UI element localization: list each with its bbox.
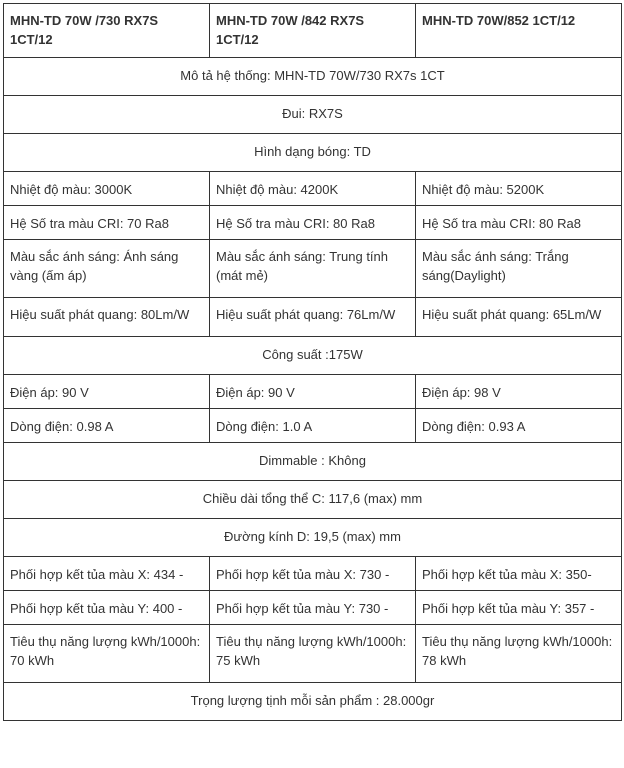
weight-row bbox=[4, 683, 622, 721]
efficacy-cell: Hiệu suất phát quang: 80Lm/W bbox=[4, 298, 210, 337]
light-color-cell: Màu sắc ánh sáng: Trung tính (mát mẻ) bbox=[210, 240, 416, 298]
current-row bbox=[4, 409, 622, 443]
coord-x-row bbox=[4, 557, 622, 591]
color-temp-cell: Nhiệt độ màu: 4200K bbox=[210, 172, 416, 206]
energy-cell: Tiêu thụ năng lượng kWh/1000h: 78 kWh bbox=[416, 625, 622, 683]
coord-x-cell: Phối hợp kết tủa màu X: 350- bbox=[416, 557, 622, 591]
voltage-cell: Điện áp: 90 V bbox=[4, 375, 210, 409]
diameter-cell: Đường kính D: 19,5 (max) mm bbox=[4, 519, 622, 557]
base-cell: Đui: RX7S bbox=[4, 96, 622, 134]
header-cell: MHN-TD 70W/852 1CT/12 bbox=[416, 4, 622, 58]
color-temp-cell: Nhiệt độ màu: 5200K bbox=[416, 172, 622, 206]
voltage-cell: Điện áp: 90 V bbox=[210, 375, 416, 409]
weight-cell: Trọng lượng tịnh mỗi sản phẩm : 28.000gr bbox=[4, 683, 622, 721]
light-color-cell: Màu sắc ánh sáng: Trắng sáng(Daylight) bbox=[416, 240, 622, 298]
bulb-shape-row bbox=[4, 134, 622, 172]
system-desc-row bbox=[4, 58, 622, 96]
current-cell: Dòng điện: 1.0 A bbox=[210, 409, 416, 443]
spec-table bbox=[3, 3, 622, 721]
coord-y-cell: Phối hợp kết tủa màu Y: 400 - bbox=[4, 591, 210, 625]
power-cell: Công suất :175W bbox=[4, 337, 622, 375]
energy-cell: Tiêu thụ năng lượng kWh/1000h: 75 kWh bbox=[210, 625, 416, 683]
length-cell: Chiều dài tổng thể C: 117,6 (max) mm bbox=[4, 481, 622, 519]
coord-y-cell: Phối hợp kết tủa màu Y: 730 - bbox=[210, 591, 416, 625]
efficacy-cell: Hiệu suất phát quang: 65Lm/W bbox=[416, 298, 622, 337]
efficacy-row bbox=[4, 298, 622, 337]
color-temp-row bbox=[4, 172, 622, 206]
current-cell: Dòng điện: 0.98 A bbox=[4, 409, 210, 443]
length-row bbox=[4, 481, 622, 519]
header-row bbox=[4, 4, 622, 58]
header-cell: MHN-TD 70W /730 RX7S 1CT/12 bbox=[4, 4, 210, 58]
coord-x-cell: Phối hợp kết tủa màu X: 730 - bbox=[210, 557, 416, 591]
dimmable-cell: Dimmable : Không bbox=[4, 443, 622, 481]
bulb-shape-cell: Hình dạng bóng: TD bbox=[4, 134, 622, 172]
system-desc-cell: Mô tả hệ thống: MHN-TD 70W/730 RX7s 1CT bbox=[4, 58, 622, 96]
energy-row bbox=[4, 625, 622, 683]
base-row bbox=[4, 96, 622, 134]
cri-cell: Hệ Số tra màu CRI: 80 Ra8 bbox=[416, 206, 622, 240]
coord-y-cell: Phối hợp kết tủa màu Y: 357 - bbox=[416, 591, 622, 625]
cri-cell: Hệ Số tra màu CRI: 80 Ra8 bbox=[210, 206, 416, 240]
light-color-row bbox=[4, 240, 622, 298]
header-cell: MHN-TD 70W /842 RX7S 1CT/12 bbox=[210, 4, 416, 58]
cri-cell: Hệ Số tra màu CRI: 70 Ra8 bbox=[4, 206, 210, 240]
color-temp-cell: Nhiệt độ màu: 3000K bbox=[4, 172, 210, 206]
voltage-cell: Điện áp: 98 V bbox=[416, 375, 622, 409]
cri-row bbox=[4, 206, 622, 240]
light-color-cell: Màu sắc ánh sáng: Ánh sáng vàng (ấm áp) bbox=[4, 240, 210, 298]
power-row bbox=[4, 337, 622, 375]
coord-y-row bbox=[4, 591, 622, 625]
efficacy-cell: Hiệu suất phát quang: 76Lm/W bbox=[210, 298, 416, 337]
current-cell: Dòng điện: 0.93 A bbox=[416, 409, 622, 443]
voltage-row bbox=[4, 375, 622, 409]
energy-cell: Tiêu thụ năng lượng kWh/1000h: 70 kWh bbox=[4, 625, 210, 683]
coord-x-cell: Phối hợp kết tủa màu X: 434 - bbox=[4, 557, 210, 591]
diameter-row bbox=[4, 519, 622, 557]
dimmable-row bbox=[4, 443, 622, 481]
